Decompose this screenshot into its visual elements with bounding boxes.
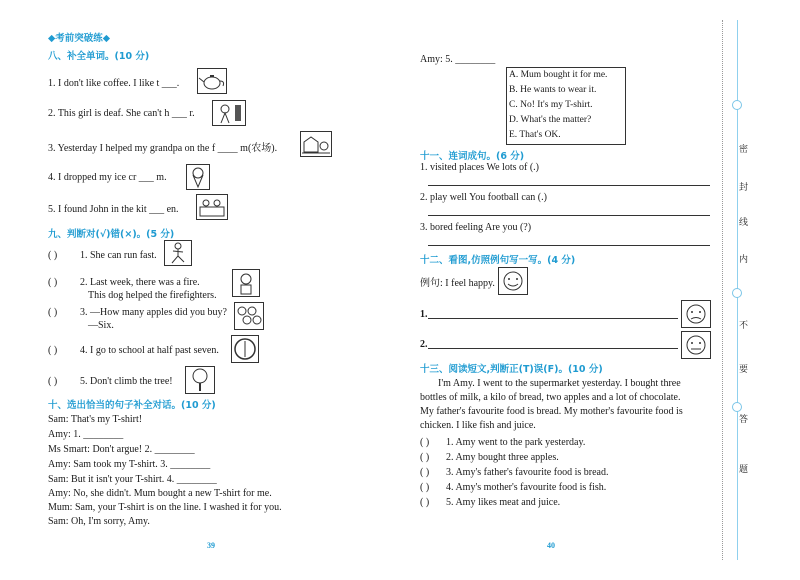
answer-line[interactable] (428, 318, 678, 319)
sec8-item-3: 3. Yesterday I helped my grandpa on the f ____ m(农场). (48, 143, 278, 154)
sec10-title: 十、选出恰当的句子补全对话。(10 分) (48, 400, 216, 411)
sec13-paren-3[interactable]: ( ) (420, 467, 430, 478)
answer-line[interactable] (428, 245, 710, 246)
option-e: E. That's OK. (509, 130, 561, 140)
binding-hole (732, 288, 742, 298)
sec9-paren-5[interactable]: ( ) (48, 376, 58, 387)
answer-line[interactable] (428, 348, 678, 349)
sec9-paren-3[interactable]: ( ) (48, 307, 58, 318)
sec8-item-5: 5. I found John in the kit ___ en. (48, 204, 179, 215)
sec9-item-1: 1. She can run fast. (80, 250, 157, 261)
sec13-paren-5[interactable]: ( ) (420, 497, 430, 508)
dialogue-line-7: Mum: Sam, your T-shirt is on the line. I washed it for you. (48, 502, 282, 513)
sec12-num-2: 2. (420, 339, 428, 350)
sec12-example: 例句: I feel happy. (420, 278, 495, 289)
sec9-item-3b: —Six. (88, 320, 114, 331)
sec9-paren-1[interactable]: ( ) (48, 250, 58, 261)
seal-char: 内 (739, 255, 749, 265)
section-header: ◆考前突破练◆ (48, 33, 111, 44)
sec9-paren-4[interactable]: ( ) (48, 345, 58, 356)
sec12-num-1: 1. (420, 309, 428, 320)
ice-cream-picture (186, 164, 210, 190)
seal-char: 题 (739, 465, 749, 475)
kitchen-picture (196, 194, 228, 220)
sec11-title: 十一、连词成句。(6 分) (420, 151, 525, 162)
happy-face-picture (498, 267, 528, 295)
answer-line[interactable] (428, 185, 710, 186)
sec13-item-4: 4. Amy's mother's favourite food is fish. (446, 482, 607, 493)
sec11-item-2: 2. play well You football can (.) (420, 192, 547, 203)
sec13-paren-1[interactable]: ( ) (420, 437, 430, 448)
seal-char: 线 (739, 218, 749, 228)
page-number-left: 39 (207, 541, 215, 550)
sec11-item-3: 3. bored feeling Are you (?) (420, 222, 532, 233)
options-box (506, 67, 626, 145)
passage-line-2: bottles of milk, a kilo of bread, two apples and a lot of chocolate. (420, 392, 681, 403)
sec13-item-5: 5. Amy likes meat and juice. (446, 497, 561, 508)
seal-char: 要 (739, 365, 749, 375)
seal-char: 密 (739, 145, 749, 155)
sec9-item-3: 3. —How many apples did you buy? (80, 307, 227, 318)
sec8-item-4: 4. I dropped my ice cr ___ m. (48, 172, 167, 183)
fire-dog-picture (232, 269, 260, 297)
sec13-item-3: 3. Amy's father's favourite food is bread. (446, 467, 609, 478)
option-c: C. No! It's my T-shirt. (509, 100, 593, 110)
sec9-item-2: 2. Last week, there was a fire. (80, 277, 200, 288)
dialogue-line-3: Ms Smart: Don't argue! 2. ________ (48, 444, 195, 455)
binding-hole (732, 402, 742, 412)
passage-line-1: I'm Amy. I went to the supermarket yesterday. I bought three (438, 378, 681, 389)
running-girl-picture (164, 240, 192, 266)
sec12-title: 十二、看图,仿照例句写一写。(4 分) (420, 255, 576, 266)
seal-char: 答 (739, 415, 749, 425)
sec9-item-2b: This dog helped the firefighters. (88, 290, 217, 301)
sec8-item-1: 1. I don't like coffee. I like t ___. (48, 78, 180, 89)
dialogue-line-1: Sam: That's my T-shirt! (48, 414, 143, 425)
clock-picture (231, 335, 259, 363)
binding-hole (732, 100, 742, 110)
sec13-paren-2[interactable]: ( ) (420, 452, 430, 463)
passage-line-3: My father's favourite food is bread. My mother's favourite food is (420, 406, 683, 417)
margin-dotted-line (722, 20, 723, 560)
farm-picture (300, 131, 332, 157)
dialogue-line-5: Sam: But it isn't your T-shirt. 4. ________ (48, 474, 217, 485)
sec13-item-1: 1. Amy went to the park yesterday. (446, 437, 586, 448)
sec9-paren-2[interactable]: ( ) (48, 277, 58, 288)
sec8-item-2: 2. This girl is deaf. She can't h ___ r. (48, 108, 195, 119)
face-picture-1 (681, 300, 711, 328)
answer-line[interactable] (428, 215, 710, 216)
sec13-item-2: 2. Amy bought three apples. (446, 452, 559, 463)
seal-char: 不 (739, 321, 749, 331)
sec8-title: 八、补全单词。(10 分) (48, 51, 150, 62)
sec13-title: 十三、阅读短文,判断正(T)误(F)。(10 分) (420, 364, 603, 375)
dialogue-line-4: Amy: Sam took my T-shirt. 3. ________ (48, 459, 211, 470)
option-d: D. What's the matter? (509, 115, 592, 125)
teapot-picture (197, 68, 227, 94)
option-a: A. Mum bought it for me. (509, 70, 608, 80)
sec11-item-1: 1. visited places We lots of (.) (420, 162, 539, 173)
page-number-right: 40 (547, 541, 555, 550)
dialogue-line-6: Amy: No, she didn't. Mum bought a new T-shirt for me. (48, 488, 272, 499)
sec9-item-4: 4. I go to school at half past seven. (80, 345, 219, 356)
sec13-paren-4[interactable]: ( ) (420, 482, 430, 493)
dialogue-line-2: Amy: 1. ________ (48, 429, 124, 440)
deaf-girl-picture (212, 100, 246, 126)
dialogue-line-8: Sam: Oh, I'm sorry, Amy. (48, 516, 150, 527)
option-b: B. He wants to wear it. (509, 85, 597, 95)
apples-picture (234, 302, 264, 330)
seal-char: 封 (739, 183, 749, 193)
face-picture-2 (681, 331, 711, 359)
dialogue-line-9: Amy: 5. ________ (420, 54, 496, 65)
passage-line-4: chicken. I like fish and juice. (420, 420, 536, 431)
sec9-item-5: 5. Don't climb the tree! (80, 376, 173, 387)
sec9-title: 九、判断对(√)错(×)。(5 分) (48, 229, 175, 240)
tree-picture (185, 366, 215, 394)
